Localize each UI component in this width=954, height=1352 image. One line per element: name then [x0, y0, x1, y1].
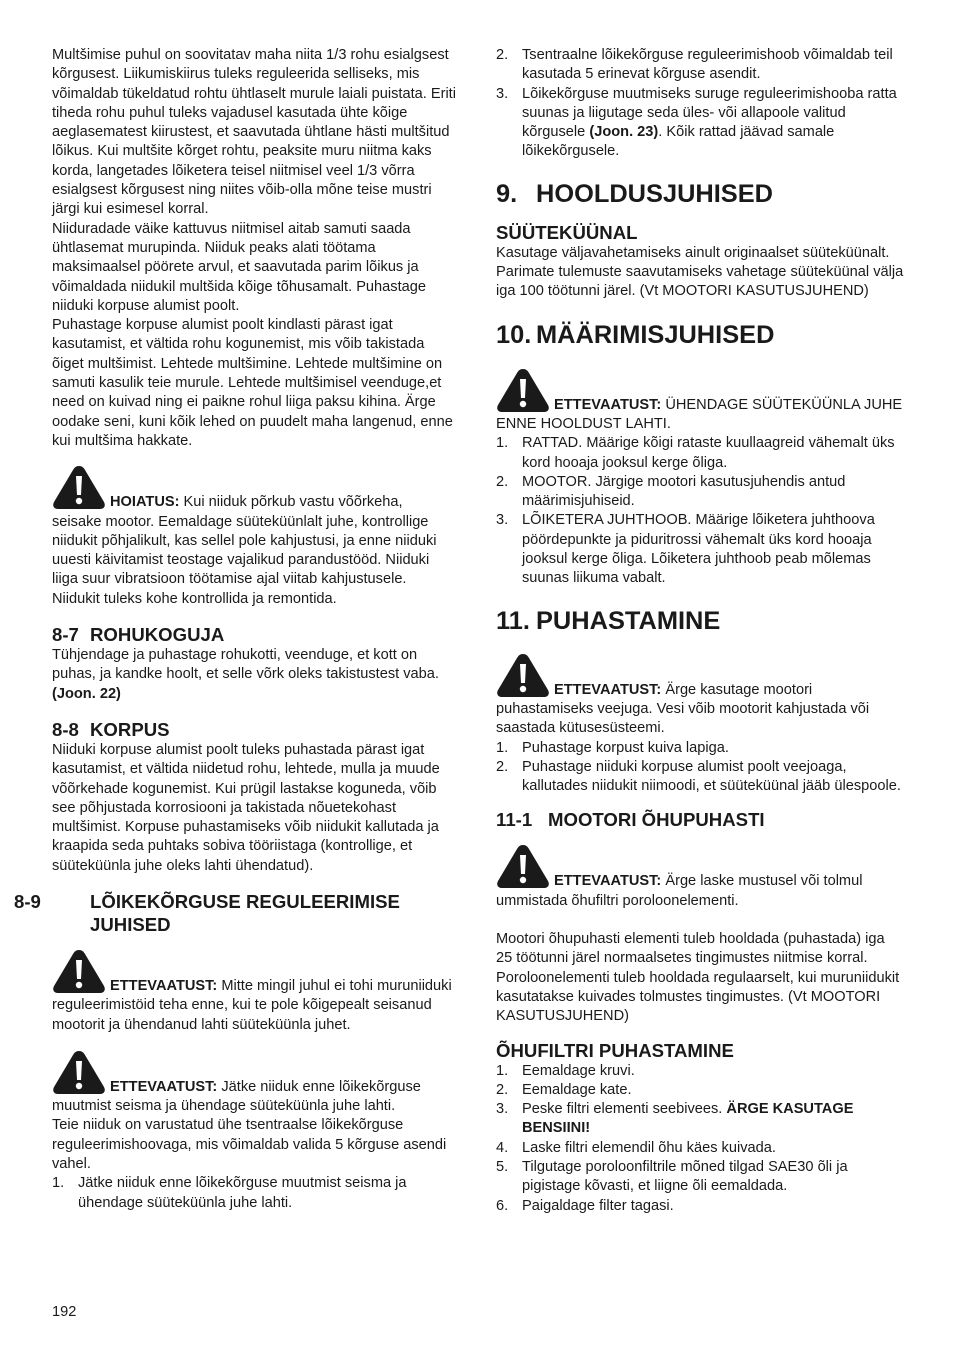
- right-column: [496, 46, 904, 1216]
- air-filter-steps-list: [496, 1062, 904, 1216]
- list-item: 3. Lõikekõrguse muutmiseks suruge reguleerimishooba ratta suunas ja liigutage seda üles- või allapoole valitud kõrgusele (Joon. 23). Kõik rattad jäävad samale lõikekõrgusele.: [496, 85, 897, 160]
- caution-label: ETTEVAATUST:: [110, 1078, 218, 1095]
- height-steps-list: [52, 1174, 456, 1213]
- spark-plug-paragraph: Kasutage väljavahetamiseks ainult originaalset süüteküünalt. Parimate tulemuste saavutamiseks vahetage süüteküünal välja iga 100 töötunni järel. (Vt MOOTORI KASUTUSJUHEND): [496, 244, 904, 300]
- list-item: 1. RATTAD. Määrige kõigi rataste kuullaagreid vähemalt üks kord hooaja jooksul kerge õliga.: [496, 435, 895, 471]
- caution-block-cleaning: [496, 652, 904, 739]
- page-number: 192: [52, 1304, 77, 1320]
- grass-bag-paragraph: Tühjendage ja puhastage rohukotti, veenduge, et kott on puhas, ja kandke hoolt, et selle võrk oleks takistustest vaba. (Joon. 22): [52, 647, 439, 702]
- section-heading-8-8: 8-8 KORPUS: [52, 718, 170, 740]
- caution-block-air-filter: [496, 843, 904, 911]
- list-item: 3. LÕIKETERA JUHTHOOB. Määrige lõiketera juhthoova pöördepunkte ja piduritrossi vähemalt üks kord hooaja jooksul kerge õliga. Lõiketera juhthoob peab mõlemas suunas liikuma vabalt.: [496, 512, 875, 587]
- section-heading-8-7: 8-7 ROHUKOGUJA: [52, 624, 225, 646]
- list-item: 3. Peske filtri elementi seebivees. ÄRGE KASUTAGE BENSIINI!: [496, 1101, 854, 1137]
- caution-block-lubrication: [496, 367, 904, 435]
- caution-label: ETTEVAATUST:: [554, 681, 662, 698]
- warning-block-foreign-object: [52, 464, 456, 609]
- caution-text: Ärge laske mustusel või tolmul ummistada õhufiltri poroloonelementi.: [496, 873, 863, 909]
- cleaning-list: [496, 739, 904, 797]
- chapter-heading-10: 10. MÄÄRIMISJUHISED: [496, 320, 775, 349]
- warning-label: HOIATUS:: [110, 494, 180, 511]
- warning-triangle-icon: [496, 367, 550, 413]
- section-heading-8-9: 8-9 LÕIKEKÕRGUSE REGULEERIMISE JUHISED: [14, 890, 400, 935]
- caution-label: ETTEVAATUST:: [110, 977, 218, 994]
- mulching-paragraph-1: Multšimise puhul on soovitatav maha niita 1/3 rohu esialgsest kõrgusest. Liikumiskiirus tuleks reguleerida selliseks, mis võimaldab tükeldatud rohtu ühtlaselt murule laiali puistata. Eriti tiheda rohu puhul tuleks vajadusel kasutada ühte kõige aeglasematest kiirustest, et saavutada ühtlane hästi multšitud lõikus. Kui multšite kõrget rohtu, peaksite muru niitma kaks korda, langetades lõiketera teisel niitmisel veel 1/3 võrra esialgsest kõrgusest ning niites võib-olla mõne teise mustri järgi kui esimesel korral.: [52, 47, 456, 218]
- list-item: 2. Eemaldage kate.: [496, 1081, 632, 1098]
- caution-text: Mitte mingil juhul ei tohi muruniiduki reguleerimistöid teha enne, kui te pole kõigepealt seisanud mootorit ja ühendanud lahti süüteküünla juhet.: [52, 977, 452, 1033]
- warning-triangle-icon: [496, 652, 550, 698]
- list-item: 2. MOOTOR. Järgige mootori kasutusjuhendis antud määrimisjuhiseid.: [496, 473, 846, 510]
- list-item: 1. Jätke niiduk enne lõikekõrguse muutmist seisma ja ühendage süüteküünla juhe lahti.: [52, 1175, 407, 1211]
- caution-text: Jätke niiduk enne lõikekõrguse muutmist seisma ja ühendage süüteküünla juhe lahti.: [52, 1078, 421, 1115]
- deck-paragraph: Niiduki korpuse alumist poolt tuleks puhastada pärast igat kasutamist, et vältida niidetud rohu, lehtede, mulla ja muude võõrkehade kogunemist. Kui prügil lastakse koguneda, võib see põhjustada korrosiooni ja takistada nõuetekohast multšimist. Korpuse puhastamiseks võib niidukit kallutada ja kraapida seda puhtaks sobiva tööriistaga (kontrollige, et süüteküünla juhe oleks lahti ühendatud).: [52, 741, 440, 874]
- warning-triangle-icon: [52, 948, 106, 994]
- warning-triangle-icon: [52, 1049, 106, 1095]
- caution-label: ETTEVAATUST:: [554, 873, 662, 890]
- list-item: 1. Puhastage korpust kuiva lapiga.: [496, 739, 729, 756]
- caution-label: ETTEVAATUST:: [554, 396, 662, 413]
- list-item: 6. Paigaldage filter tagasi.: [496, 1197, 674, 1214]
- height-steps-list-continued: [496, 46, 904, 162]
- list-item: 4. Laske filtri elemendil õhu käes kuivada.: [496, 1139, 776, 1156]
- caution-block-height-change: [52, 1049, 456, 1117]
- caution-text: ÜHENDAGE SÜÜTEKÜÜNLA JUHE ENNE HOOLDUST LAHTI.: [496, 396, 903, 432]
- section-heading-11-1: 11-1 MOOTORI ÕHUPUHASTI: [496, 809, 765, 831]
- warning-triangle-icon: [496, 843, 550, 889]
- mulching-paragraph-2: Niiduradade väike kattuvus niitmisel aitab samuti saada ühtlasemat murupinda. Niiduk peaks alati töötama maksimaalsel pöörete arvul, et saavutada parim lõikus ja võimaldada niidukil multšida kõige tõhusamalt. Puhastage niiduki korpuse alumist poolt.: [52, 220, 426, 314]
- warning-text: Kui niiduk põrkub vastu võõrkeha, seisake mootor. Eemaldage süüteküünlalt juhe, kontrollige niidukit põhjalikult, kas sellel pole kahjustusi, ja enne niiduki uuesti käivitamist teostage vajalikud parandustööd. Niiduki liiga suur vibratsioon töötamise ajal viitab kahjustusele. Niidukit tuleks kohe kontrollida ja remontida.: [52, 494, 437, 607]
- caution-text: Ärge kasutage mootori puhastamiseks veejuga. Vesi võib mootorit kahjustada või saastada kütusesüsteemi.: [496, 681, 870, 737]
- caution-block-adjustment: [52, 948, 456, 1035]
- chapter-heading-11: 11. PUHASTAMINE: [496, 606, 721, 635]
- list-item: 5. Tilgutage poroloonfiltrile mõned tilgad SAE30 õli ja pigistage kõvasti, et liigne õli eemaldada.: [496, 1158, 848, 1195]
- list-item: 2. Tsentraalne lõikekõrguse reguleerimishoob võimaldab teil kasutada 5 erinevat kõrguse asendit.: [496, 47, 893, 83]
- subheading-air-filter-cleaning: ÕHUFILTRI PUHASTAMINE: [496, 1039, 734, 1061]
- air-filter-paragraph: Mootori õhupuhasti elementi tuleb hooldada (puhastada) iga 25 töötunni järel normaalsetes tingimustes niitmise korral. Poroloonelementi tuleb hooldada regulaarselt, kui muruniidukit kasutatakse kuivades tolmustes tingimustes. (Vt MOOTORI KASUTUSJUHEND): [496, 931, 900, 1025]
- lubrication-list: [496, 434, 904, 588]
- list-item: 2. Puhastage niiduki korpuse alumist poolt veejoaga, kallutades niidukit niimoodi, et süüteküünal jääb ülespoole.: [496, 758, 901, 795]
- height-lever-paragraph: Teie niiduk on varustatud ühe tsentraalse lõikekõrguse reguleerimishoovaga, mis võimaldab valida 5 kõrguse asendi vahel.: [52, 1117, 447, 1173]
- left-column: [14, 46, 456, 1213]
- chapter-heading-9: 9. HOOLDUSJUHISED: [496, 179, 774, 208]
- subheading-spark-plug: SÜÜTEKÜÜNAL: [496, 221, 638, 243]
- mulching-paragraph-3: Puhastage korpuse alumist poolt kindlasti pärast igat kasutamist, et vältida rohu kogunemist, mis võib takistada õiget multšimist. Lehtede multšimine. Lehtede multšimine on samuti kasulik teie murule. Lehtede multšimisel veenduge,et need on kuivad ning ei paikne rohul liiga paksu kihina. Ärge oodake seni, kuni kõik lehed on puudelt maha langenud, enne kui multšima hakkate.: [52, 317, 453, 449]
- warning-triangle-icon: [52, 464, 106, 510]
- list-item: 1. Eemaldage kruvi.: [496, 1062, 635, 1079]
